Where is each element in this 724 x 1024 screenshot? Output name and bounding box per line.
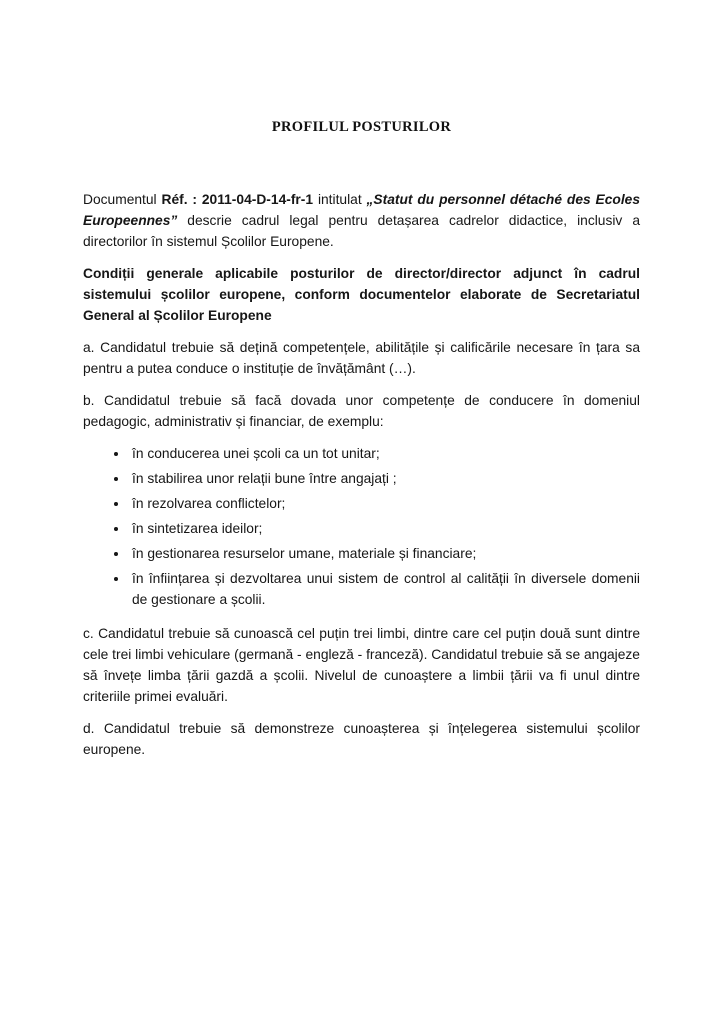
paragraph-item-a: a. Candidatul trebuie să dețină competențele, abilitățile și calificările necesare în țara sa pentru a putea conduce o instituție de învățământ (…). xyxy=(83,340,640,376)
paragraph-item-b: b. Candidatul trebuie să facă dovada unor competențe de conducere în domeniul pedagogic, administrativ și financiar, de exemplu: xyxy=(83,393,640,429)
intro-quoted-title: „Statut du personnel détaché des Ecoles Europeennes” xyxy=(83,192,641,228)
intro-text-3: descrie cadrul legal pentru detașarea cadrelor didactice, inclusiv a directorilor în sistemul Școlilor Europene. xyxy=(83,213,640,249)
bullet-item: • în conducerea unei școli ca un tot unitar; xyxy=(129,443,640,464)
bullet-item: • în înființarea și dezvoltarea unui sistem de control al calității în diversele domenii de gestionare a școlii. xyxy=(129,568,640,610)
section-heading: Condiții generale aplicabile posturilor de director/director adjunct în cadrul sistemului școlilor europene, conform documentelor elaborate de Secretariatul General al Școlilor Europene xyxy=(83,266,640,323)
bullet-item: • în rezolvarea conflictelor; xyxy=(129,493,640,514)
document-title: PROFILUL POSTURILOR xyxy=(271,119,452,135)
bullet-item: • în sintetizarea ideilor; xyxy=(129,518,640,539)
bullet-item: • în gestionarea resurselor umane, materiale și financiare; xyxy=(129,543,640,564)
intro-text-1: Documentul xyxy=(83,192,162,207)
bullet-item: • în stabilirea unor relații bune între angajați ; xyxy=(129,468,640,489)
paragraph-item-c: c. Candidatul trebuie să cunoască cel puțin trei limbi, dintre care cel puțin două sunt dintre cele trei limbi vehiculare (germană - engleză - franceză). Candidatul trebuie să se angajeze să învețe limba țării gazdă a școlii. Nivelul de cunoaștere a limbii țării va fi unul dintre criteriile primei evaluări. xyxy=(83,626,640,704)
paragraph-item-d: d. Candidatul trebuie să demonstreze cunoașterea și înțelegerea sistemului școlilor europene. xyxy=(83,721,640,757)
intro-reference-code: Réf. : 2011-04-D-14-fr-1 xyxy=(161,192,314,207)
paragraph-intro xyxy=(83,189,640,252)
intro-text-2: intitulat xyxy=(313,192,367,207)
bullet-list xyxy=(83,443,640,610)
